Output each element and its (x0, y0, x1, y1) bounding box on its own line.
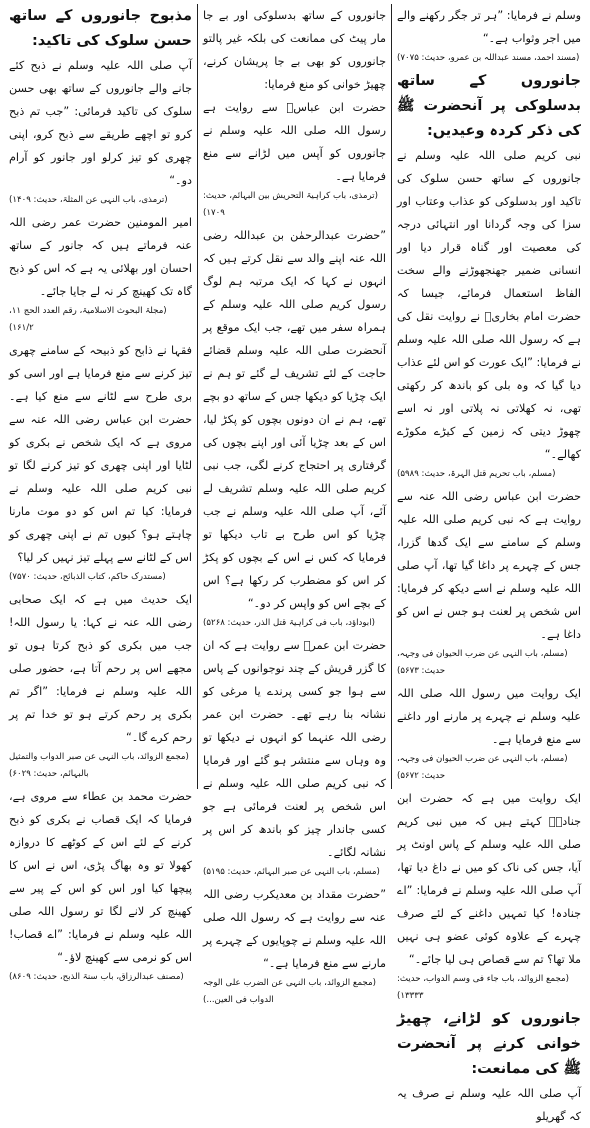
column-middle (198, 4, 392, 1005)
section-heading: جانوروں کو لڑانے، چھیڑ خوانی کرنے پر آنحضرت ﷺ کی ممانعت: (397, 1011, 581, 1077)
section-heading: جانوروں کے ساتھ بدسلوکی پر آنحضرت ﷺ کی ذکر کردہ وعیدیں: (397, 73, 581, 139)
hadith-reference: (ترمذی، باب کراہیۃ التحریش بین البہائم، حدیث: ۱۷۰۹) (203, 191, 378, 218)
paragraph: فقہا نے ذابح کو ذبیحہ کے سامنے چھری تیز کرنے سے منع فرمایا ہے اور اسی کو بری طرح سے لٹانے سے منع کیا ہے۔ حضرت ابن عباس رضی اللہ عنہ سے مروی ہے کہ ایک شخص نے بکری کو لٹایا اور اپنی چھری کو تیز کرنے لگا تو نبی کریم صلی اللہ علیہ وسلم نے فرمایا: کیا تم اس کو دو موت مارنا چاہتے ہو؟ کیوں تم نے اپنی چھری کو اس کے لٹانے سے پہلے تیز نہیں کر لیا؟ (9, 344, 192, 564)
column-right (392, 4, 586, 1123)
hadith-reference: (مجمع الزوائد، باب النہی عن صبر الدواب والتمثیل بالبہائم، حدیث: ۶۰۲۹) (9, 752, 189, 779)
paragraph: حضرت محمد بن عطاء سے مروی ہے، فرمایا کہ ایک قصاب نے بکری کو ذبح کرنے کے لئے اس کے کوٹھے کا دروازہ کھولا تو وہ بھاگ پڑی، اس نے اس کا پیچھا کیا اور اس کو اس کے پیر سے کھینچ کر لانے لگا تو رسول اللہ صلی اللہ علیہ وسلم نے فرمایا: ”اے قصاب! اس کو نرمی سے کھینچ لاؤ۔“ (9, 790, 192, 964)
paragraph: امیر المومنین حضرت عمر رضی اللہ عنہ فرماتے ہیں کہ جانور کے ساتھ احسان اور بھلائی یہ ہے کہ اس کو ذبح گاہ تک کھینچ کر نہ لے جایا جائے۔ (9, 216, 192, 298)
paragraph: آپ صلی اللہ علیہ وسلم نے صرف یہ کہ گھریلو (397, 1087, 581, 1123)
hadith-reference: (مسلم، باب النہی عن ضرب الحیوان فی وجہہ، حدیث: ۵۶۷۳) (397, 649, 568, 676)
hadith-reference: (مسلم، باب النہی عن صبر البہائم، حدیث: ۵۱۹۵) (203, 867, 380, 877)
column-left (4, 4, 198, 982)
hadith-reference: (مصنف عبدالرزاق، باب سنۃ الذبح، حدیث: ۸۶۰۹) (9, 972, 184, 982)
hadith-reference: (ترمذی، باب النہی عن المثلۃ، حدیث: ۱۴۰۹) (9, 195, 168, 205)
paragraph: ”حضرت عبدالرحمٰن بن عبداللہ رضی اللہ عنہ اپنے والد سے نقل کرتے ہیں کہ انہوں نے کہا کہ ایک مرتبہ ہم لوگ رسول کریم صلی اللہ علیہ وسلم کے ہمراہ سفر میں تھے، جب ایک موقع پر آنحضرت صلی اللہ علیہ وسلم قضائے حاجت کے لئے تشریف لے گئے تو ہم نے ایک چڑیا کو دیکھا جس کے ساتھ دو بچے تھے، ہم نے ان دونوں بچوں کو پکڑ لیا، اس کے بعد چڑیا آئی اور اپنے بچوں کی گرفتاری پر احتجاج کرنے لگی، جب نبی کریم صلی اللہ علیہ وسلم تشریف لے آئے، آپ صلی اللہ علیہ وسلم نے جب چڑیا کو اس طرح بے تاب دیکھا تو فرمایا کہ کس نے اس کے بچوں کو پکڑ کر اس کو مضطرب کر رکھا ہے؟ اس کے بچے اس کو واپس کر دو۔“ (203, 229, 386, 610)
paragraph: وسلم نے فرمایا: ”ہر تر جگر رکھنے والے میں اجر وثواب ہے۔“ (397, 9, 581, 45)
paragraph: آپ صلی اللہ علیہ وسلم نے ذبح کئے جانے والے جانوروں کے ساتھ بھی حسن سلوک کی تاکید فرمائی: ”جب تم ذبح کرو تو اچھے طریقے سے ذبح کرو، اپنی چھری کو تیز کرلو اور جانور کو آرام دو۔“ (9, 59, 192, 187)
paragraph: حضرت ابن عمرؓ سے روایت ہے کہ ان کا گزر قریش کے چند نوجوانوں کے پاس سے ہوا جو کسی پرندے یا مرغی کو نشانہ بنا رہے تھے۔ حضرت ابن عمر رضی اللہ عنہما کو انہوں نے دیکھا تو وہ وہاں سے منتشر ہو گئے اور فرمایا کہ نبی کریم صلی اللہ علیہ وسلم نے اس شخص پر لعنت فرمائی ہے جو کسی جاندار چیز کو باندھ کر اس پر نشانہ لگائے۔ (203, 639, 386, 859)
hadith-reference: (مجلۃ البحوث الاسلامیۃ، رقم العدد الحج ۱۱، ۱۶۱/۲) (9, 306, 167, 333)
hadith-reference: (مجمع الزوائد، باب جاء فی وسم الدواب، حدیث: ۱۳۳۳۳) (397, 974, 570, 1001)
hadith-reference: (مستدرک حاکم، کتاب الذبائح، حدیث: ۷۵۷۰) (9, 572, 166, 582)
paragraph: حضرت ابن عباس رضی اللہ عنہ سے روایت ہے کہ نبی کریم صلی اللہ علیہ وسلم کے سامنے سے ایک گدھا گزرا، جس کے چہرے پر داغا گیا تھا، آپ صلی اللہ علیہ وسلم نے اسے دیکھ کر فرمایا: اس شخص پر لعنت ہو جس نے اس کو داغا ہے۔ (397, 490, 581, 641)
paragraph: ایک حدیث میں ہے کہ ایک صحابی رضی اللہ عنہ نے کہا: یا رسول اللہ! جب میں بکری کو ذبح کرتا ہوں تو مجھے اس پر رحم آتا ہے، حضور صلی اللہ علیہ وسلم نے فرمایا: ”اگر تم بکری پر رحم کرتے ہو تو خدا تم پر رحم کرے گا۔“ (9, 593, 192, 744)
hadith-reference: (مسند احمد، مسند عبداللہ بن عمرو، حدیث: ۷۰۷۵) (397, 53, 580, 63)
paragraph: حضرت ابن عباسؓ سے روایت ہے رسول اللہ صلی اللہ علیہ وسلم نے جانوروں کو آپس میں لڑانے سے منع فرمایا ہے۔ (203, 101, 386, 183)
paragraph: نبی کریم صلی اللہ علیہ وسلم نے جانوروں کے ساتھ حسن سلوک کی تاکید اور بدسلوکی کو عذاب وعتاب اور سزا کی وجہ گردانا اور انتہائی درجہ کی معصیت اور گناہ قرار دیا اور انسانی ضمیر جھنجھوڑنے والے سخت الفاظ استعمال فرمائے، جیسا کہ حضرت امام بخاریؒ نے روایت نقل کی ہے کہ رسول اللہ صلی اللہ علیہ وسلم نے فرمایا: ”ایک عورت کو اس لئے عذاب دیا گیا کہ وہ بلی کو باندھ کر رکھتی تھی، نہ کھلاتی نہ پلاتی اور نہ اسے چھوڑ دیتی کہ زمین کے کیڑے مکوڑے کھالے۔“ (397, 149, 581, 461)
section-heading: مذبوح جانوروں کے ساتھ حسن سلوک کی تاکید: (9, 8, 192, 49)
paragraph: جانوروں کے ساتھ بدسلوکی اور بے جا مار پیٹ کی ممانعت کی بلکہ غیر پالتو جانوروں کو بھی بے جا پریشان کرنے، چھیڑ خوانی کو منع فرمایا: (203, 9, 386, 91)
hadith-reference: (مسلم، باب تحریم قتل الہرۃ، حدیث: ۵۹۸۹) (397, 469, 556, 479)
paragraph: ایک روایت میں رسول اللہ صلی اللہ علیہ وسلم نے چہرے پر مارنے اور داغنے سے منع فرمایا ہے۔ (397, 687, 581, 746)
hadith-reference: (مجمع الزوائد، باب النہی عن الضرب علی الوجہ الدواب فی العین...) (203, 978, 376, 1005)
hadith-reference: (مسلم، باب النہی عن ضرب الحیوان فی وجہہ، حدیث: ۵۶۷۲) (397, 754, 568, 781)
page (4, 4, 586, 1123)
paragraph: ایک روایت میں ہے کہ حضرت ابن جنادہؓ کہتے ہیں کہ میں نبی کریم صلی اللہ علیہ وسلم کے پاس اونٹ پر آیا، جس کی ناک کو میں نے داغ دیا تھا، آپ صلی اللہ علیہ وسلم نے فرمایا: ”اے جنادہ! کیا تمہیں داغنے کے لئے صرف چہرے کے علاوہ کوئی عضو ہی نہیں ملا تھا؟ تم سے قصاص ہی لیا جائے۔“ (397, 792, 581, 966)
paragraph: ”حضرت مقداد بن معدیکرب رضی اللہ عنہ سے روایت ہے کہ رسول اللہ صلی اللہ علیہ وسلم نے چوپایوں کے چہرے پر مارنے سے منع فرمایا ہے۔“ (203, 888, 386, 970)
hadith-reference: (ابوداؤد، باب فی کراہیۃ قتل الذر، حدیث: ۵۲۶۸) (203, 618, 375, 628)
